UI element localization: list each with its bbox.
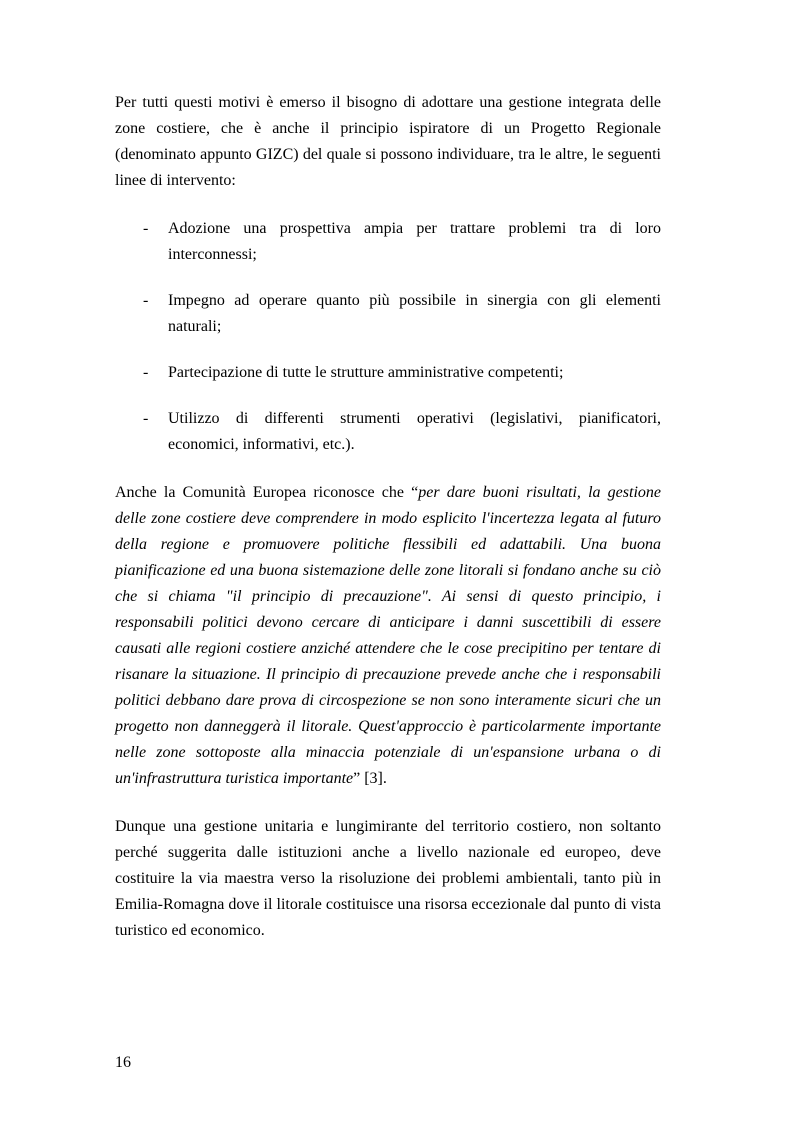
- list-item: [115, 406, 661, 458]
- list-item-text: Adozione una prospettiva ampia per trattare problemi tra di loro interconnessi;: [168, 220, 661, 263]
- list-bullet: -: [143, 220, 149, 237]
- list-item: [115, 216, 661, 268]
- list-item: [115, 360, 661, 386]
- paragraph-conclusion: Dunque una gestione unitaria e lungimirante del territorio costiero, non soltanto perché suggerita dalle istituzioni anche a livello nazionale ed europeo, deve costituire la via maestra verso la risoluzione dei problemi ambientali, tanto più in Emilia-Romagna dove il litorale costituisce una risorsa eccezionale dal punto di vista turistico ed economico.: [115, 818, 661, 939]
- paragraph-intro: Per tutti questi motivi è emerso il bisogno di adottare una gestione integrata delle zone costiere, che è anche il principio ispiratore di un Progetto Regionale (denominato appunto GIZC) del quale si possono individuare, tra le altre, le seguenti linee di intervento:: [115, 94, 661, 189]
- quote-text: per dare buoni risultati, la gestione delle zone costiere deve comprendere in modo esplicito l'incertezza legata al futuro della regione e promuovere politiche flessibili ed adattabili. Una buona pianificazione ed una buona sistemazione delle zone litorali si fondano anche su ciò che si chiama "il principio di precauzione". Ai sensi di questo principio, i responsabili politici devono cercare di anticipare i danni suscettibili di essere causati alle regioni costiere anziché attendere che le cose precipitino per tentare di risanare la situazione. Il principio di precauzione prevede anche che i responsabili politici debbano dare prova di circospezione se non sono interamente sicuri che un progetto non danneggerà il litorale. Quest'approccio è particolarmente importante nelle zone sottoposte alla minaccia potenziale di un'espansione urbana o di un'infrastruttura turistica importante: [115, 484, 661, 787]
- quote-lead: Anche la Comunità Europea riconosce che “: [115, 484, 419, 501]
- list-item: [115, 288, 661, 340]
- list-item-text: Partecipazione di tutte le strutture amministrative competenti;: [168, 364, 564, 381]
- quote-citation: ” [3].: [353, 770, 387, 787]
- list-bullet: -: [143, 410, 149, 427]
- list-bullet: -: [143, 364, 149, 381]
- list-item-text: Utilizzo di differenti strumenti operativi (legislativi, pianificatori, economici, informativi, etc.).: [168, 410, 661, 453]
- list-bullet: -: [143, 292, 149, 309]
- page-number: 16: [115, 1054, 131, 1071]
- intervention-list: [115, 216, 661, 458]
- list-item-text: Impegno ad operare quanto più possibile in sinergia con gli elementi naturali;: [168, 292, 661, 335]
- paragraph-eu-quote: [115, 480, 661, 792]
- page-body: [115, 90, 661, 966]
